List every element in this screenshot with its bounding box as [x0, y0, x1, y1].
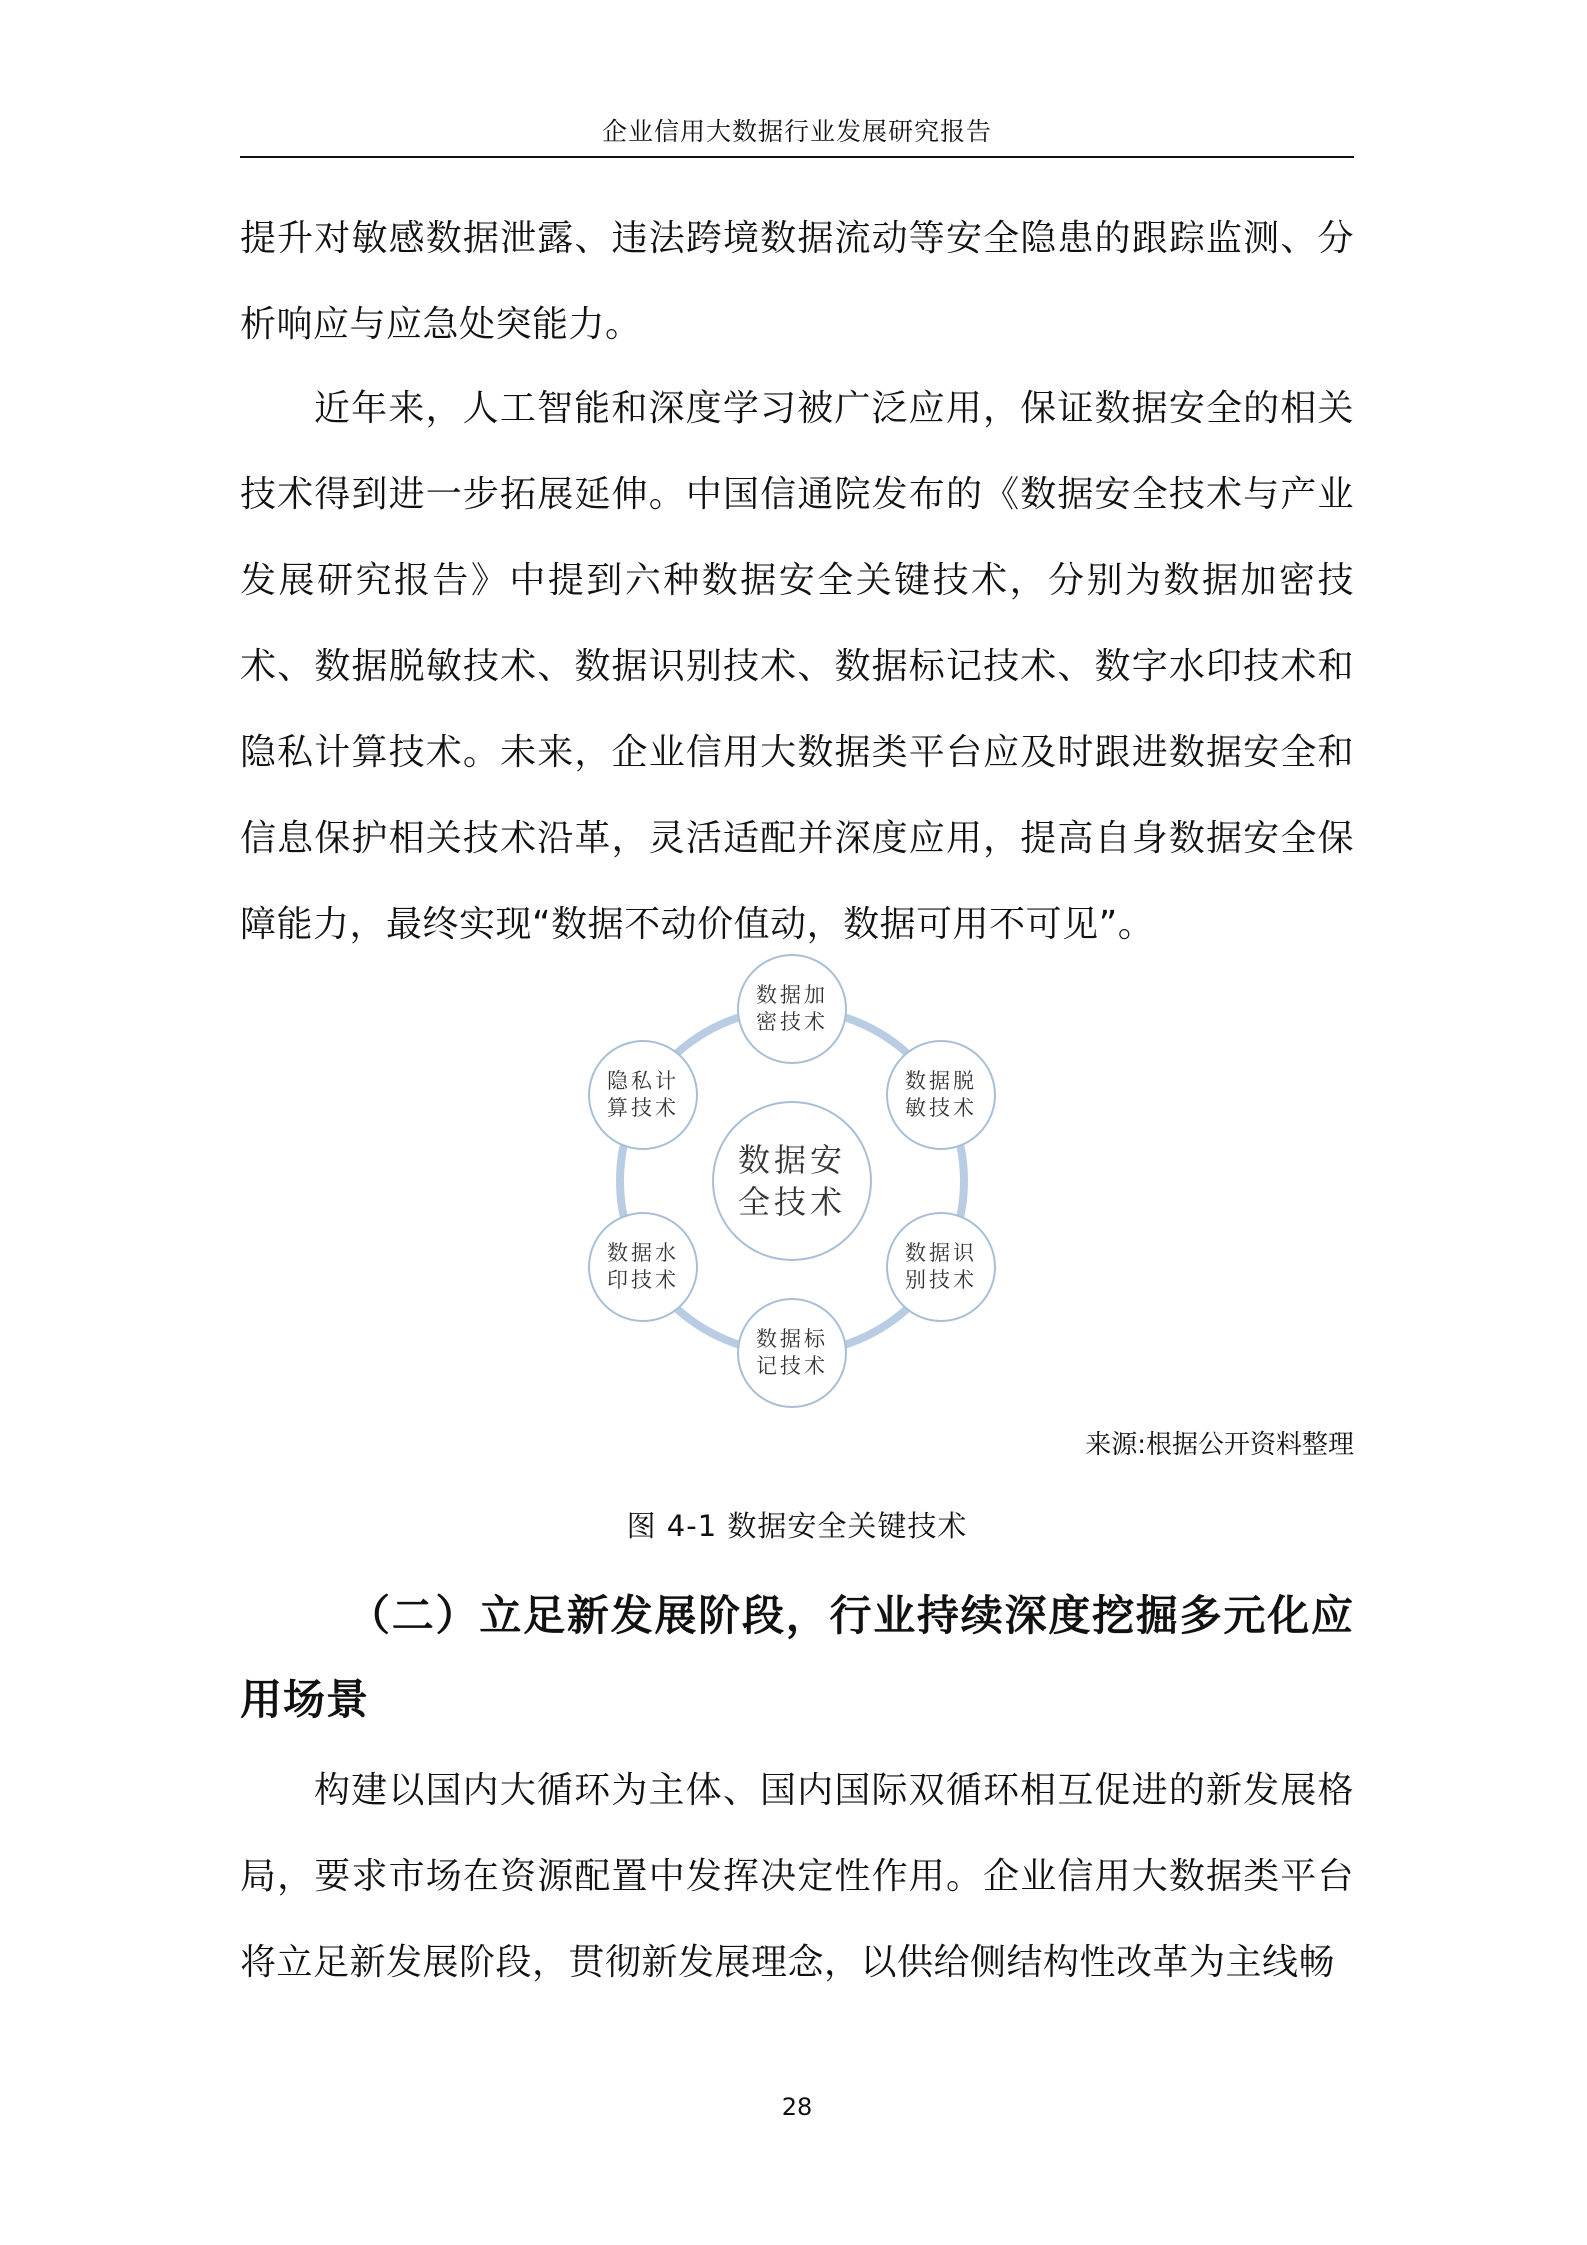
diagram-node-encryption	[737, 954, 847, 1064]
figure-source: 来源:根据公开资料整理	[1085, 1430, 1354, 1460]
diagram-node-watermark	[588, 1212, 698, 1322]
diagram-center-label: 数据安全技术	[737, 1141, 846, 1221]
data-security-diagram	[586, 950, 1006, 1410]
section-heading: （二）立足新发展阶段，行业持续深度挖掘多元化应用场景	[240, 1591, 1354, 1724]
diagram-node-marking	[737, 1298, 847, 1408]
node-label-marking: 数据标记技术	[756, 1327, 828, 1378]
diagram-center-node	[712, 1101, 872, 1261]
running-header: 企业信用大数据行业发展研究报告	[601, 117, 992, 146]
diagram-node-desensitization	[886, 1040, 996, 1150]
node-label-encryption: 数据加密技术	[756, 983, 828, 1034]
node-label-watermark: 数据水印技术	[607, 1241, 679, 1292]
header-rule	[240, 156, 1354, 158]
node-label-desensitization: 数据脱敏技术	[905, 1069, 977, 1120]
page-number: 28	[781, 2093, 813, 2121]
paragraph-1: 提升对敏感数据泄露、违法跨境数据流动等安全隐患的跟踪监测、分析响应与应急处突能力。	[240, 218, 1354, 345]
paragraph-2: 近年来，人工智能和深度学习被广泛应用，保证数据安全的相关技术得到进一步拓展延伸。中国信通院发布的《数据安全技术与产业发展研究报告》中提到六种数据安全关键技术，分别为数据加密技术、数据脱敏技术、数据识别技术、数据标记技术、数字水印技术和隐私计算技术。未来，企业信用大数据类平台应及时跟进数据安全和信息保护相关技术沿革，灵活适配并深度应用，提高自身数据安全保障能力，最终实现“数据不动价值动，数据可用不可见”。	[240, 388, 1354, 945]
figure-caption: 图 4-1 数据安全关键技术	[626, 1509, 968, 1543]
diagram-node-identification	[886, 1212, 996, 1322]
diagram-node-privacy-computing	[588, 1040, 698, 1150]
paragraph-3: 构建以国内大循环为主体、国内国际双循环相互促进的新发展格局，要求市场在资源配置中发挥决定性作用。企业信用大数据类平台将立足新发展阶段，贯彻新发展理念，以供给侧结构性改革为主线畅	[240, 1770, 1354, 1983]
node-label-identification: 数据识别技术	[905, 1241, 977, 1292]
node-label-privacy-computing: 隐私计算技术	[607, 1069, 679, 1120]
